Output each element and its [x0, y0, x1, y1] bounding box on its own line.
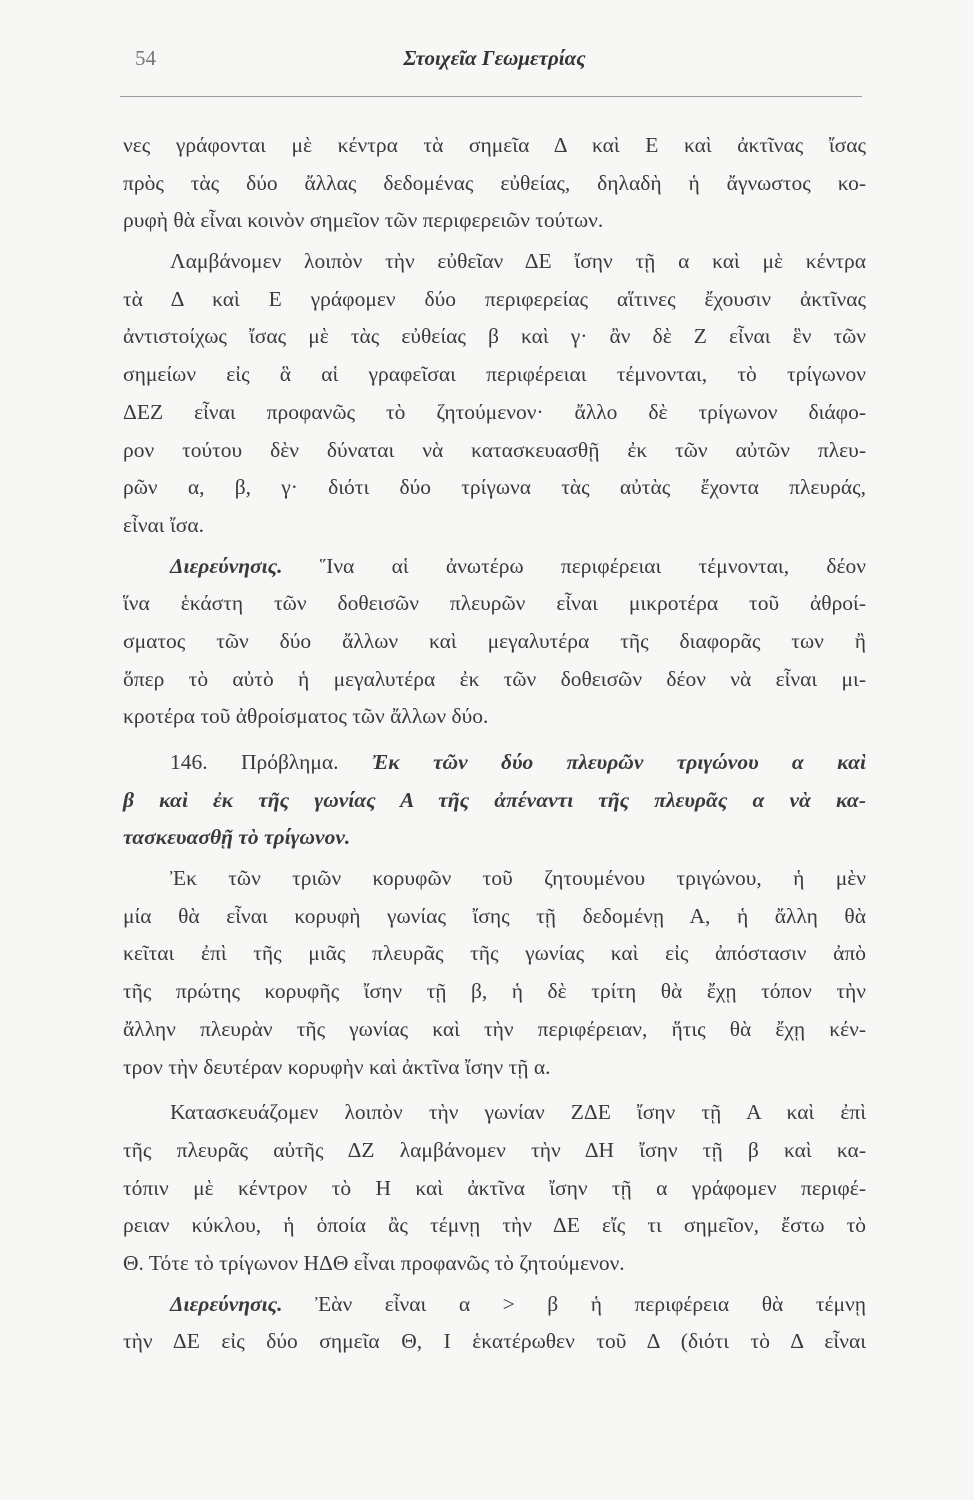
- header-rule: [120, 96, 862, 97]
- text-line: [123, 1170, 866, 1208]
- page-number: 54: [135, 46, 156, 70]
- problem-statement: τασκευασθῇ τὸ τρίγωνον.: [123, 825, 351, 850]
- line-text: μία θὰ εἶναι κορυφὴ γωνίας ἴσης τῇ δεδομένῃ Α, ἡ ἄλλη θὰ: [123, 903, 866, 928]
- paragraph: [123, 548, 866, 736]
- text-line: [123, 318, 866, 356]
- text-line: [123, 744, 866, 782]
- text-line: [123, 202, 866, 240]
- line-text: ρυφὴ θὰ εἶναι κοινὸν σημεῖον τῶν περιφερειῶν τούτων.: [123, 208, 604, 233]
- line-text: ἀντιστοίχως ἴσας μὲ τὰς εὐθείας β καὶ γ· ἂν δὲ Ζ εἶναι ἓν τῶν: [123, 324, 866, 349]
- text-line: [123, 1011, 866, 1049]
- paragraph: [123, 1286, 866, 1361]
- line-text: πρὸς τὰς δύο ἄλλας δεδομένας εὐθείας, δηλαδὴ ἡ ἄγνωστος κο-: [123, 170, 866, 195]
- text-line: [123, 432, 866, 470]
- line-text: τὴν ΔΕ εἰς δύο σημεῖα Θ, Ι ἑκατέρωθεν τοῦ Δ (διότι τὸ Δ εἶναι: [123, 1329, 866, 1354]
- line-text: ΔΕΖ εἶναι προφανῶς τὸ ζητούμενον· ἄλλο δὲ τρίγωνον διάφο-: [123, 399, 866, 424]
- text-line: [123, 819, 866, 857]
- text-line: [123, 782, 866, 820]
- text-line: [123, 243, 866, 281]
- line-text: νες γράφονται μὲ κέντρα τὰ σημεῖα Δ καὶ Ε καὶ ἀκτῖνας ἴσας: [123, 133, 866, 157]
- text-line: [123, 973, 866, 1011]
- line-text: σημείων εἰς ἃ αἱ γραφεῖσαι περιφέρειαι τέμνονται, τὸ τρίγωνον: [123, 362, 866, 387]
- text-line: [123, 1094, 866, 1132]
- text-line: [123, 935, 866, 973]
- line-text: Ἐκ τῶν τριῶν κορυφῶν τοῦ ζητουμένου τριγώνου, ἡ μὲν: [170, 866, 866, 891]
- section-heading: Διερεύνησις.: [170, 1291, 283, 1316]
- line-text: ὅπερ τὸ αὐτὸ ἡ μεγαλυτέρα ἐκ τῶν δοθεισῶν δέον νὰ εἶναι μι-: [123, 666, 866, 691]
- problem-number: 146. Πρόβλημα.: [170, 750, 372, 774]
- text-line: [123, 898, 866, 936]
- line-text: ρειαν κύκλου, ἡ ὁποία ἂς τέμνῃ τὴν ΔΕ εἴς τι σημεῖον, ἔστω τὸ: [123, 1213, 866, 1238]
- line-text: κροτέρα τοῦ ἀθροίσματος τῶν ἄλλων δύο.: [123, 704, 489, 729]
- text-line: [123, 1245, 866, 1283]
- section-heading: Διερεύνησις.: [170, 553, 283, 578]
- paragraph: [123, 860, 866, 1086]
- line-text: τῆς πλευρᾶς αὐτῆς ΔΖ λαμβάνομεν τὴν ΔΗ ἴσην τῇ β καὶ κα-: [123, 1137, 866, 1162]
- text-line: [123, 661, 866, 699]
- text-line: [123, 507, 866, 545]
- paragraph: [123, 127, 866, 240]
- page-header: [123, 46, 866, 76]
- text-line: [123, 1323, 866, 1361]
- text-line: [123, 356, 866, 394]
- text-line: [123, 548, 866, 586]
- line-text: τὰ Δ καὶ Ε γράφομεν δύο περιφερείας αἵτινες ἔχουσιν ἀκτῖνας: [123, 286, 866, 311]
- text-line: [123, 165, 866, 203]
- paragraph: [123, 744, 866, 857]
- line-text: Ἵνα αἱ ἀνωτέρω περιφέρειαι τέμνονται, δέον: [282, 553, 866, 578]
- text-line: [123, 1207, 866, 1245]
- paragraph: [123, 243, 866, 545]
- text-line: [123, 698, 866, 736]
- line-text: ρῶν α, β, γ· διότι δύο τρίγωνα τὰς αὐτὰς ἔχοντα πλευράς,: [123, 475, 866, 500]
- problem-statement: Ἐκ τῶν δύο πλευρῶν τριγώνου α καὶ: [371, 750, 866, 774]
- text-line: [123, 623, 866, 661]
- text-line: [123, 1286, 866, 1324]
- line-text: τόπιν μὲ κέντρον τὸ Η καὶ ἀκτῖνα ἴσην τῇ α γράφομεν περιφέ-: [123, 1175, 866, 1200]
- page-body: [123, 127, 866, 1364]
- line-text: ἄλλην πλευρὰν τῆς γωνίας καὶ τὴν περιφέρειαν, ἥτις θὰ ἔχῃ κέν-: [123, 1016, 866, 1041]
- text-line: [123, 860, 866, 898]
- line-text: σματος τῶν δύο ἄλλων καὶ μεγαλυτέρα τῆς διαφορᾶς των ἢ: [123, 628, 866, 653]
- line-text: ρον τούτου δὲν δύναται νὰ κατασκευασθῇ ἐκ τῶν αὐτῶν πλευ-: [123, 437, 866, 462]
- text-line: [123, 281, 866, 319]
- paragraph: [123, 1094, 866, 1282]
- text-line: [123, 1132, 866, 1170]
- line-text: ἵνα ἑκάστη τῶν δοθεισῶν πλευρῶν εἶναι μικροτέρα τοῦ ἀθροί-: [123, 591, 866, 616]
- line-text: Λαμβάνομεν λοιπὸν τὴν εὐθεῖαν ΔΕ ἴσην τῇ α καὶ μὲ κέντρα: [170, 249, 866, 274]
- line-text: Ἐὰν εἶναι α > β ἡ περιφέρεια θὰ τέμνῃ: [282, 1291, 866, 1316]
- running-title: Στοιχεῖα Γεωμετρίας: [403, 46, 586, 70]
- text-line: [123, 585, 866, 623]
- line-text: κεῖται ἐπὶ τῆς μιᾶς πλευρᾶς τῆς γωνίας καὶ εἰς ἀπόστασιν ἀπὸ: [123, 941, 866, 966]
- text-line: [123, 469, 866, 507]
- line-text: τῆς πρώτης κορυφῆς ἴσην τῇ β, ἡ δὲ τρίτη θὰ ἔχῃ τόπον τὴν: [123, 979, 866, 1004]
- line-text: Κατασκευάζομεν λοιπὸν τὴν γωνίαν ΖΔΕ ἴσην τῇ Α καὶ ἐπὶ: [170, 1100, 866, 1125]
- text-line: [123, 127, 866, 165]
- problem-statement: β καὶ ἐκ τῆς γωνίας Α τῆς ἀπέναντι τῆς πλευρᾶς α νὰ κα-: [123, 787, 866, 812]
- line-text: Θ. Τότε τὸ τρίγωνον ΗΔΘ εἶναι προφανῶς τὸ ζητούμενον.: [123, 1250, 625, 1275]
- line-text: τρον τὴν δευτέραν κορυφὴν καὶ ἀκτῖνα ἴσην τῇ α.: [123, 1054, 551, 1079]
- text-line: [123, 394, 866, 432]
- line-text: εἶναι ἴσα.: [123, 512, 204, 537]
- text-line: [123, 1049, 866, 1087]
